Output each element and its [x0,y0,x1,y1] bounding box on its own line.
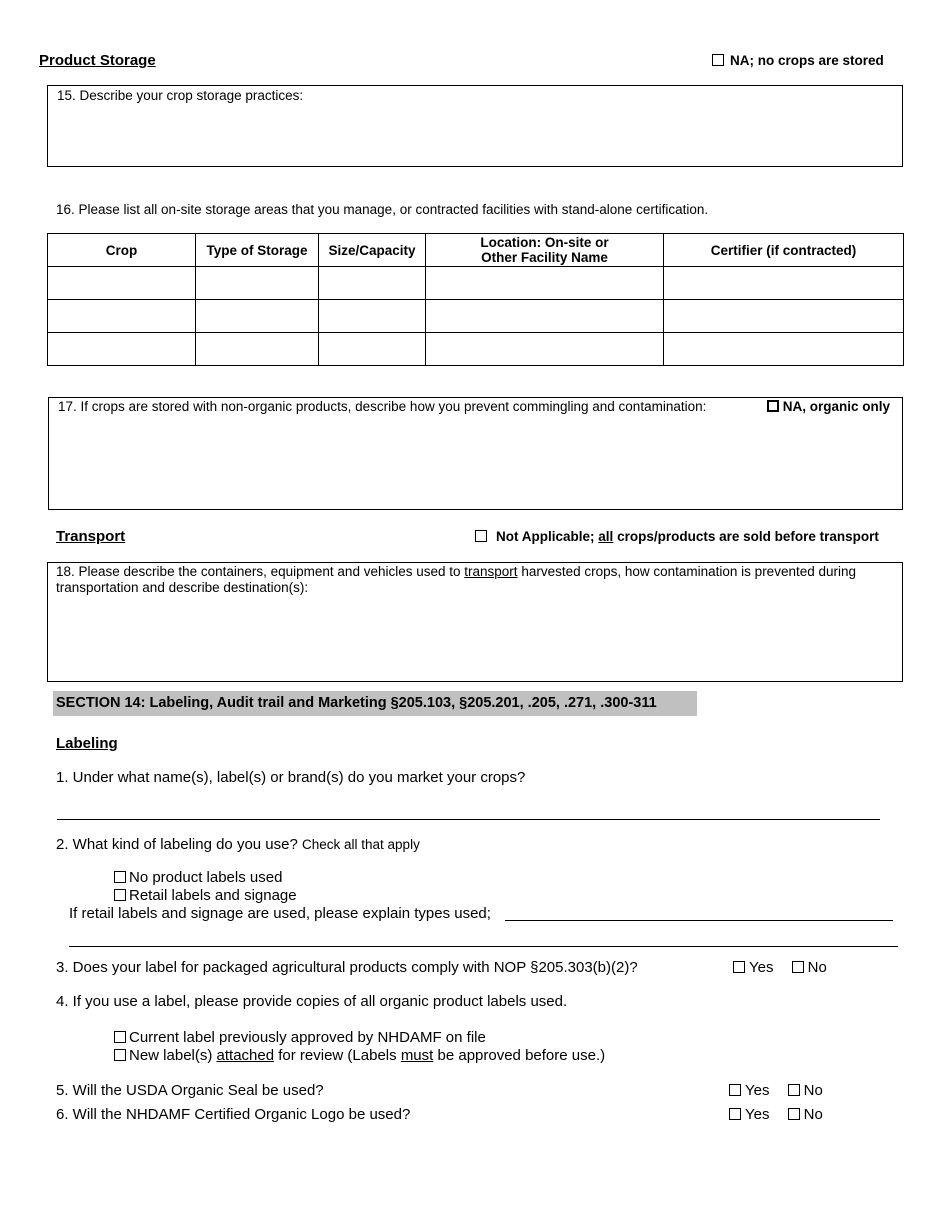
q17-na-checkbox[interactable] [767,400,779,412]
q4-option-new[interactable] [114,1047,605,1064]
table-cell[interactable] [664,267,904,300]
col-header-crop: Crop [48,234,196,267]
q3-yes-option[interactable] [733,959,773,976]
q3-yes-label: Yes [749,959,774,976]
q4-new-suffix: be approved before use.) [437,1047,606,1064]
q3-label: 3. Does your label for packaged agricultural products comply with NOP §205.303(b)(2)? [56,959,638,976]
q5-no-checkbox[interactable] [788,1084,800,1096]
table-cell[interactable] [196,267,319,300]
q5-yes-option[interactable] [729,1082,769,1099]
q6-no-label: No [803,1106,823,1123]
q2-no-labels-label: No product labels used [129,869,283,886]
q2-explain-label: If retail labels and signage are used, please explain types used; [69,905,491,922]
storage-table [47,233,904,366]
table-row [48,267,904,300]
q6-yes-checkbox[interactable] [729,1108,741,1120]
table-cell[interactable] [319,267,426,300]
na-storage-label: NA; no crops are stored [730,53,884,68]
q1-answer-line[interactable] [57,819,880,820]
q6-no-checkbox[interactable] [788,1108,800,1120]
table-cell[interactable] [426,333,664,366]
q17-na-label: NA, organic only [782,399,890,414]
q2-option-retail[interactable] [114,887,297,904]
q3-yes-no [733,959,841,976]
table-cell[interactable] [196,333,319,366]
col-header-type-of-storage: Type of Storage [196,234,319,267]
q2-option-no-labels[interactable] [114,869,282,886]
q4-new-middle: for review (Labels [278,1047,397,1064]
q17-label: 17. If crops are stored with non-organic products, describe how you prevent commingling and contamination: [58,399,707,414]
q3-yes-checkbox[interactable] [733,961,745,973]
transport-na-all: all [598,529,614,544]
product-storage-heading: Product Storage [39,52,156,69]
table-cell[interactable] [319,300,426,333]
q2-explain-line[interactable] [505,920,893,921]
q6-yes-label: Yes [745,1106,770,1123]
q17-answer-box[interactable] [48,397,903,510]
q2-question: 2. What kind of labeling do you use? [56,836,298,853]
table-row [48,300,904,333]
transport-na-prefix: Not Applicable; [496,529,595,544]
q4-new-attached: attached [216,1047,275,1064]
q5-no-label: No [803,1082,823,1099]
table-cell[interactable] [48,267,196,300]
q6-yes-option[interactable] [729,1106,769,1123]
q18-transport-word: transport [464,564,518,579]
q4-current-checkbox[interactable] [114,1031,126,1043]
q4-current-label: Current label previously approved by NHDAMF on file [129,1029,486,1046]
transport-na-checkbox[interactable] [475,530,487,542]
table-header-row [48,234,904,267]
transport-heading: Transport [56,528,126,545]
q17-na-organic-only[interactable] [767,399,890,414]
q2-label [56,836,420,853]
na-no-crops-stored[interactable] [712,53,884,68]
q3-no-option[interactable] [792,959,827,976]
q1-label: 1. Under what name(s), label(s) or brand(s) do you market your crops? [56,769,526,786]
labeling-heading: Labeling [56,735,118,752]
q15-label: 15. Describe your crop storage practices: [57,88,304,103]
q6-label: 6. Will the NHDAMF Certified Organic Logo be used? [56,1106,411,1123]
table-cell[interactable] [319,333,426,366]
col-header-location: Location: On-site or Other Facility Name [426,234,664,267]
table-cell[interactable] [196,300,319,333]
table-cell[interactable] [426,267,664,300]
q3-no-checkbox[interactable] [792,961,804,973]
q5-yes-checkbox[interactable] [729,1084,741,1096]
q5-no-option[interactable] [788,1082,823,1099]
q18-prefix: 18. Please describe the containers, equipment and vehicles used to [56,564,461,579]
q4-new-checkbox[interactable] [114,1049,126,1061]
q2-no-labels-checkbox[interactable] [114,871,126,883]
na-storage-checkbox[interactable] [712,54,724,66]
q18-answer-box[interactable] [47,562,903,682]
q16-label: 16. Please list all on-site storage areas that you manage, or contracted facilities with stand-alone certification. [56,202,709,217]
q6-yes-no [729,1106,837,1123]
transport-na-suffix: crops/products are sold before transport [617,529,879,544]
transport-na-option[interactable] [475,529,879,544]
q5-label: 5. Will the USDA Organic Seal be used? [56,1082,324,1099]
table-cell[interactable] [664,300,904,333]
q5-yes-label: Yes [745,1082,770,1099]
q2-retail-label: Retail labels and signage [129,887,297,904]
section14-title: SECTION 14: Labeling, Audit trail and Marketing §205.103, §205.201, .205, .271, .300-311 [53,691,697,716]
col-header-certifier: Certifier (if contracted) [664,234,904,267]
q4-new-prefix: New label(s) [129,1047,213,1064]
q2-retail-checkbox[interactable] [114,889,126,901]
q18-label [56,564,888,596]
q4-label: 4. If you use a label, please provide copies of all organic product labels used. [56,993,568,1010]
table-cell[interactable] [48,333,196,366]
q3-no-label: No [807,959,827,976]
table-row [48,333,904,366]
q2-hint: Check all that apply [302,837,420,852]
q6-no-option[interactable] [788,1106,823,1123]
table-cell[interactable] [664,333,904,366]
q4-option-current[interactable] [114,1029,486,1046]
table-cell[interactable] [426,300,664,333]
col-header-size-capacity: Size/Capacity [319,234,426,267]
q15-answer-box[interactable] [47,85,903,167]
table-cell[interactable] [48,300,196,333]
q2-explain-line-2[interactable] [69,946,898,947]
q18-suffix: harvested crops, how contamination is prevented during transportation and describe destination(s): [56,564,857,595]
q5-yes-no [729,1082,837,1099]
q4-new-must: must [400,1047,434,1064]
